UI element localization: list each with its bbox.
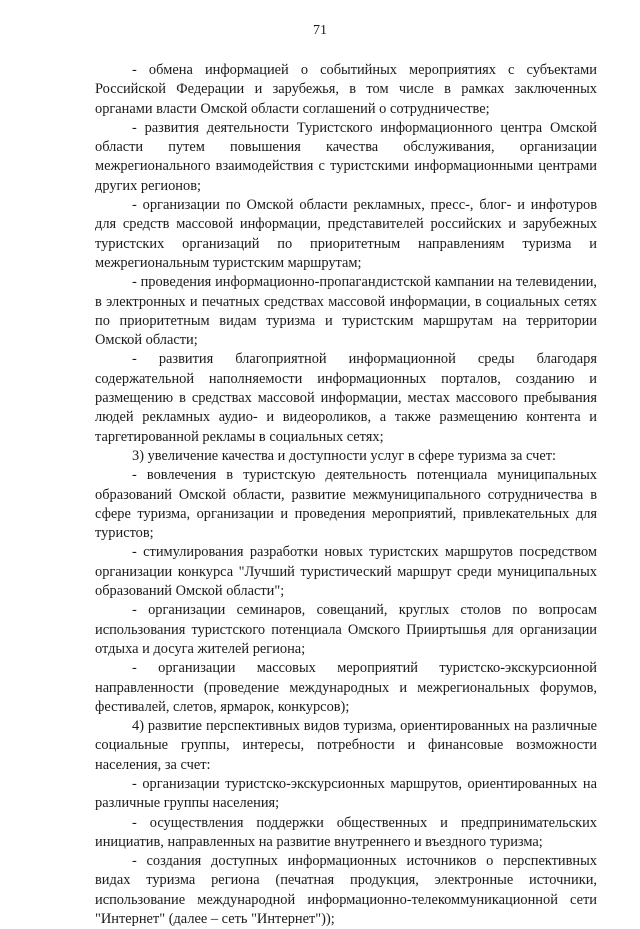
paragraph-information-environment: - развития благоприятной информационной среды благодаря содержательной наполняемости информационных порталов, созданию и размещению в средствах массовой информации, местах массового пребывания людей рекламных аудио- и видеороликов, а также размещению контента и таргетированной рекламы в социальных сетях; — [95, 351, 597, 445]
paragraph-route-contest: - стимулирования разработки новых туристских маршрутов посредством организации конкурса "Лучший туристический маршрут среди муниципальных образований Омской области"; — [95, 544, 597, 600]
page-number: 71 — [313, 23, 327, 38]
document-body — [95, 61, 597, 929]
paragraph-excursion-routes: - организации туристско-экскурсионных маршрутов, ориентированных на различные группы населения; — [95, 775, 597, 812]
paragraph-item-3-heading: 3) увеличение качества и доступности услуг в сфере туризма за счет: — [132, 447, 557, 464]
paragraph-mass-events: - организации массовых мероприятий туристско-экскурсионной направленности (проведение международных и межрегиональных форумов, фестивалей, слетов, ярмарок, конкурсов); — [95, 660, 597, 715]
paragraph-press-tours: - организации по Омской области рекламных, пресс-, блог- и инфотуров для средств массовой информации, представителей российских и зарубежных туристских организаций по приоритетным направлениям туризма и межрегиональным туристским маршрутам; — [95, 197, 597, 271]
paragraph-seminars: - организации семинаров, совещаний, круглых столов по вопросам использования туристского потенциала Омского Прииртышья для организации отдыха и досуга жителей региона; — [95, 602, 597, 657]
paragraph-information-campaign: - проведения информационно-пропагандистской кампании на телевидении, в электронных и печатных средствах массовой информации, в социальных сетях по приоритетным видам туризма и туристским маршрутам на территории Омской области; — [95, 274, 597, 349]
paragraph-item-4-heading: 4) развитие перспективных видов туризма, ориентированных на различные социальные группы, интересы, потребности и финансовые возможности населения, за счет: — [95, 718, 597, 773]
paragraph-exchange-information: - обмена информацией о событийных мероприятиях с субъектами Российской Федерации и зарубежья, в том числе в рамках заключенных органами власти Омской области соглашений о сотрудничестве; — [95, 62, 597, 117]
paragraph-tourist-info-center: - развития деятельности Туристского информационного центра Омской области путем повышения качества обслуживания, организации межрегионального взаимодействия с туристскими информационными центрами других регионов; — [95, 119, 597, 194]
paragraph-information-sources: - создания доступных информационных источников о перспективных видах туризма региона (печатная продукция, электронные источники, использование международной информационно-телекоммуникационной сети "Интернет" (далее – сеть "Интернет")); — [95, 853, 597, 928]
paragraph-initiatives-support: - осуществления поддержки общественных и предпринимательских инициатив, направленных на развитие внутреннего и въездного туризма; — [95, 814, 597, 850]
paragraph-municipal-involvement: - вовлечения в туристскую деятельность потенциала муниципальных образований Омской области, развитие межмуниципального сотрудничества в сфере туризма, организации и проведения мероприятий, привлекательных для туристов; — [95, 467, 597, 542]
